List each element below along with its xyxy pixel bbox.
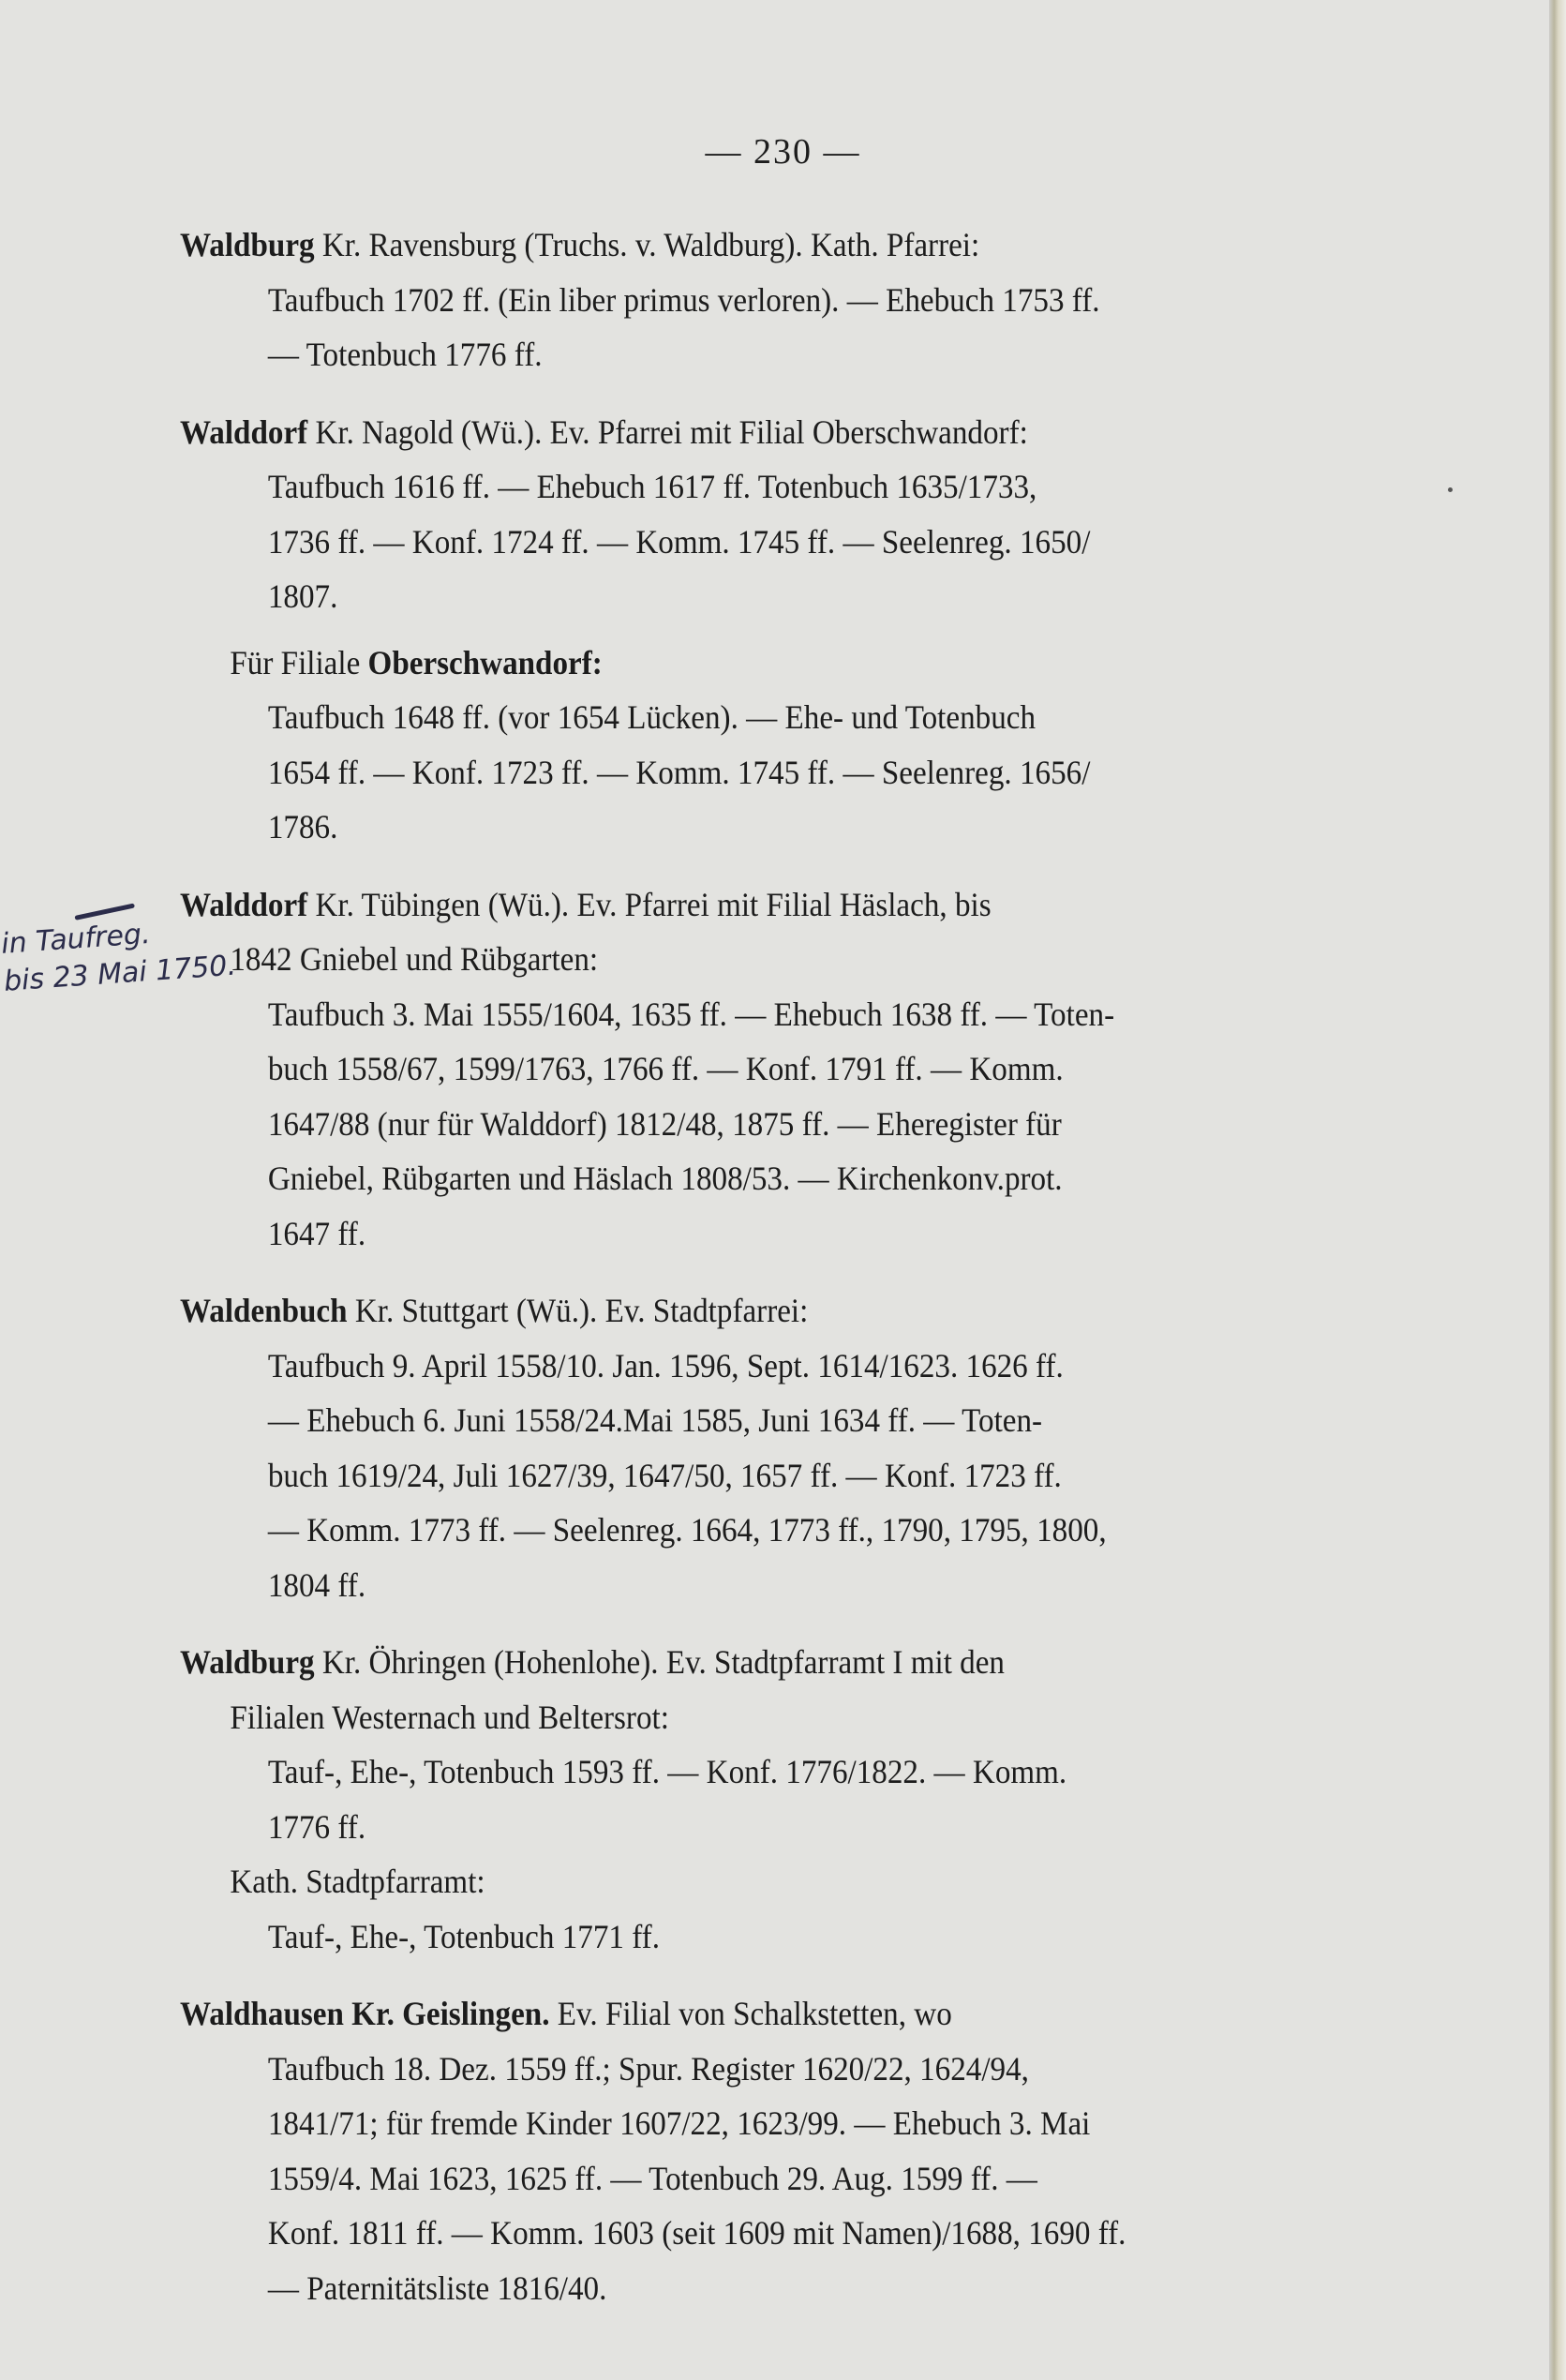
entry-line: — Komm. 1773 ff. — Seelenreg. 1664, 1773 ff., 1790, 1795, 1800, — [267, 1511, 1107, 1549]
margin-note-line-1: in Taufreg. — [0, 917, 152, 961]
entry-line: buch 1558/67, 1599/1763, 1766 ff. — Konf. 1791 ff. — Komm. — [267, 1050, 1064, 1087]
place-name: Waldenbuch — [180, 1292, 348, 1329]
entry-text: Kr. Ravensburg (Truchs. v. Waldburg). Kath. Pfarrei: — [321, 226, 980, 263]
entry-line: 1807. — [267, 577, 338, 615]
entry-line: 1736 ff. — Konf. 1724 ff. — Komm. 1745 ff. — Seelenreg. 1650/ — [267, 522, 1091, 561]
sub-place-name: Oberschwandorf: — [367, 643, 603, 681]
entry-line: — Ehebuch 6. Juni 1558/24.Mai 1585, Juni 1634 ff. — Toten- — [267, 1401, 1043, 1439]
entry-text: Kr. Öhringen (Hohenlohe). Ev. Stadtpfarramt I mit den — [321, 1643, 1006, 1681]
entry-walddorf-tuebingen — [180, 877, 1301, 1262]
margin-note-line-2: bis 23 Mai 1750. — [2, 949, 238, 998]
entry-walddorf-nagold — [180, 405, 1301, 855]
page-edge — [1549, 0, 1566, 2380]
entry-heading-line — [180, 1283, 1301, 1339]
entry-heading-line — [180, 217, 1301, 273]
entry-heading-line — [180, 877, 1301, 933]
entry-heading-line — [180, 1635, 1301, 1690]
place-name: Waldhausen Kr. Geislingen. — [180, 1995, 550, 2032]
entry-line: Filialen Westernach und Beltersrot: — [230, 1698, 669, 1736]
entry-line: Taufbuch 1648 ff. (vor 1654 Lücken). — Ehe- und Totenbuch — [267, 698, 1037, 736]
entry-line: 1647/88 (nur für Walddorf) 1812/48, 1875 ff. — Eheregister für — [267, 1104, 1062, 1143]
paper-speck — [1448, 487, 1453, 492]
place-name: Walddorf — [180, 412, 308, 451]
entry-line: Konf. 1811 ff. — Komm. 1603 (seit 1609 mit Namen)/1688, 1690 ff. — [267, 2214, 1126, 2252]
entry-line: 1841/71; für fremde Kinder 1607/22, 1623/99. — Ehebuch 3. Mai — [267, 2104, 1091, 2142]
entry-line: 1786. — [267, 808, 338, 846]
entry-line: Taufbuch 18. Dez. 1559 ff.; Spur. Register 1620/22, 1624/94, — [267, 2049, 1029, 2088]
entry-line: buch 1619/24, Juli 1627/39, 1647/50, 1657 ff. — Konf. 1723 ff. — [267, 1456, 1062, 1494]
entry-line: 1842 Gniebel und Rübgarten: — [230, 940, 599, 978]
entry-line: Taufbuch 1616 ff. — Ehebuch 1617 ff. Totenbuch 1635/1733, — [267, 468, 1037, 505]
sub-heading-line — [180, 1854, 1301, 1909]
entry-waldburg-ravensburg — [180, 217, 1301, 382]
place-name: Walddorf — [180, 885, 308, 923]
entry-heading-line — [180, 1986, 1301, 2042]
entry-line: 1559/4. Mai 1623, 1625 ff. — Totenbuch 29. Aug. 1599 ff. — — [267, 2159, 1037, 2197]
entry-waldenbuch — [180, 1283, 1301, 1612]
entry-heading-line — [180, 405, 1301, 460]
entry-line: Gniebel, Rübgarten und Häslach 1808/53. — Kirchenkonv.prot. — [267, 1160, 1063, 1197]
entry-line: Taufbuch 3. Mai 1555/1604, 1635 ff. — Ehebuch 1638 ff. — Toten- — [267, 995, 1115, 1033]
entry-line: Taufbuch 1702 ff. (Ein liber primus verloren). — Ehebuch 1753 ff. — [267, 280, 1100, 319]
entry-line: Taufbuch 9. April 1558/10. Jan. 1596, Sept. 1614/1623. 1626 ff. — [267, 1346, 1064, 1385]
sub-heading-line — [180, 636, 1301, 691]
entry-line: Tauf-, Ehe-, Totenbuch 1771 ff. — [267, 1917, 660, 1955]
entry-line: — Paternitätsliste 1816/40. — [267, 2268, 607, 2307]
entry-line: 1654 ff. — Konf. 1723 ff. — Komm. 1745 ff. — Seelenreg. 1656/ — [267, 753, 1091, 791]
entry-waldhausen — [180, 1986, 1301, 2315]
entry-line: 1776 ff. — [267, 1807, 366, 1846]
entry-line: 1804 ff. — [267, 1565, 366, 1604]
entry-line: Tauf-, Ehe-, Totenbuch 1593 ff. — Konf. 1776/1822. — Komm. — [267, 1753, 1067, 1790]
entry-line: — Totenbuch 1776 ff. — [267, 336, 543, 373]
sub-place-name: Kath. Stadtpfarramt: — [230, 1863, 485, 1900]
entry-text: Kr. Stuttgart (Wü.). Ev. Stadtpfarrei: — [354, 1292, 809, 1329]
entry-line: 1647 ff. — [267, 1214, 366, 1252]
sub-prefix: Für Filiale — [230, 643, 361, 681]
entry-text: Kr. Tübingen (Wü.). Ev. Pfarrei mit Filial Häslach, bis — [315, 885, 992, 923]
entry-waldburg-oehringen — [180, 1635, 1301, 1964]
page-number: — 230 — — [705, 132, 861, 172]
entry-text: Kr. Nagold (Wü.). Ev. Pfarrei mit Filial Oberschwandorf: — [315, 412, 1028, 451]
place-name: Waldburg — [180, 226, 315, 263]
page-body — [180, 217, 1301, 2338]
entry-text: Ev. Filial von Schalkstetten, wo — [557, 1995, 952, 2032]
place-name: Waldburg — [180, 1643, 315, 1681]
